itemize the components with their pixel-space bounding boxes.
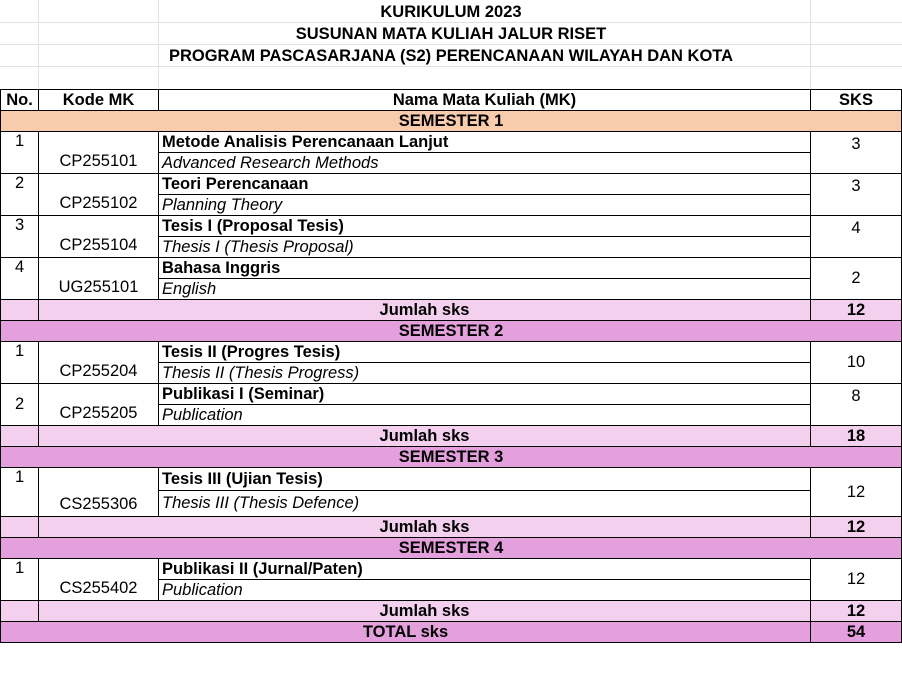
jumlah-label: Jumlah sks	[39, 426, 811, 447]
course-row	[1, 174, 902, 195]
course-sks: 8	[811, 384, 902, 426]
course-code: CP255104	[39, 216, 159, 258]
semester-row	[1, 111, 902, 132]
course-row	[1, 559, 902, 580]
jumlah-value: 12	[811, 300, 902, 321]
title-susunan: SUSUNAN MATA KULIAH JALUR RISET	[295, 25, 607, 43]
course-name-english: Planning Theory	[159, 195, 811, 216]
jumlah-value: 12	[811, 517, 902, 538]
jumlah-label: Jumlah sks	[39, 517, 811, 538]
course-no: 1	[1, 342, 39, 384]
semester-row	[1, 321, 902, 342]
jumlah-value: 12	[811, 601, 902, 622]
header-kode: Kode MK	[39, 90, 159, 111]
course-name-english: Publication	[159, 580, 811, 601]
course-name: Metode Analisis Perencanaan Lanjut	[159, 132, 811, 153]
course-no: 2	[1, 384, 39, 426]
course-code: CP255204	[39, 342, 159, 384]
course-no: 1	[1, 468, 39, 517]
title-program: PROGRAM PASCASARJANA (S2) PERENCANAAN WILAYAH DAN KOTA	[168, 47, 734, 65]
course-name-english: Advanced Research Methods	[159, 153, 811, 174]
header-nama: Nama Mata Kuliah (MK)	[159, 90, 811, 111]
course-name: Tesis III (Ujian Tesis)	[159, 468, 811, 491]
course-row	[1, 342, 902, 363]
course-code: CS255306	[39, 468, 159, 517]
jumlah-row	[1, 517, 902, 538]
jumlah-value: 18	[811, 426, 902, 447]
course-row	[1, 132, 902, 153]
course-row	[1, 258, 902, 279]
course-sks: 2	[811, 258, 902, 300]
curriculum-table	[0, 89, 902, 643]
course-sks: 12	[811, 468, 902, 517]
course-sks: 4	[811, 216, 902, 258]
course-name: Tesis I (Proposal Tesis)	[159, 216, 811, 237]
semester-label: SEMESTER 2	[1, 321, 902, 342]
course-name-english: Thesis II (Thesis Progress)	[159, 363, 811, 384]
course-name: Tesis II (Progres Tesis)	[159, 342, 811, 363]
course-no: 1	[1, 132, 39, 174]
course-sks: 10	[811, 342, 902, 384]
jumlah-row	[1, 601, 902, 622]
course-no: 1	[1, 559, 39, 601]
semester-label: SEMESTER 3	[1, 447, 902, 468]
course-name: Teori Perencanaan	[159, 174, 811, 195]
semester-row	[1, 538, 902, 559]
course-row	[1, 468, 902, 491]
course-code: CP255205	[39, 384, 159, 426]
course-code: CP255101	[39, 132, 159, 174]
course-name: Publikasi II (Jurnal/Paten)	[159, 559, 811, 580]
course-sks: 12	[811, 559, 902, 601]
course-row	[1, 384, 902, 405]
semester-label: SEMESTER 1	[1, 111, 902, 132]
header-sks: SKS	[811, 90, 902, 111]
course-name-english: Thesis I (Thesis Proposal)	[159, 237, 811, 258]
total-row	[1, 622, 902, 643]
course-code: CS255402	[39, 559, 159, 601]
jumlah-label: Jumlah sks	[39, 300, 811, 321]
course-name-english: Thesis III (Thesis Defence)	[159, 491, 811, 517]
course-name-english: Publication	[159, 405, 811, 426]
total-label: TOTAL sks	[1, 622, 811, 643]
course-code: CP255102	[39, 174, 159, 216]
jumlah-label: Jumlah sks	[39, 601, 811, 622]
header-no: No.	[1, 90, 39, 111]
header-row	[1, 90, 902, 111]
course-name: Bahasa Inggris	[159, 258, 811, 279]
semester-label: SEMESTER 4	[1, 538, 902, 559]
course-name: Publikasi I (Seminar)	[159, 384, 811, 405]
semester-row	[1, 447, 902, 468]
total-value: 54	[811, 622, 902, 643]
course-no: 4	[1, 258, 39, 300]
course-code: UG255101	[39, 258, 159, 300]
course-sks: 3	[811, 174, 902, 216]
title-kurikulum: KURIKULUM 2023	[380, 3, 522, 21]
course-row	[1, 216, 902, 237]
course-sks: 3	[811, 132, 902, 174]
jumlah-row	[1, 426, 902, 447]
course-name-english: English	[159, 279, 811, 300]
course-no: 2	[1, 174, 39, 216]
course-no: 3	[1, 216, 39, 258]
jumlah-row	[1, 300, 902, 321]
